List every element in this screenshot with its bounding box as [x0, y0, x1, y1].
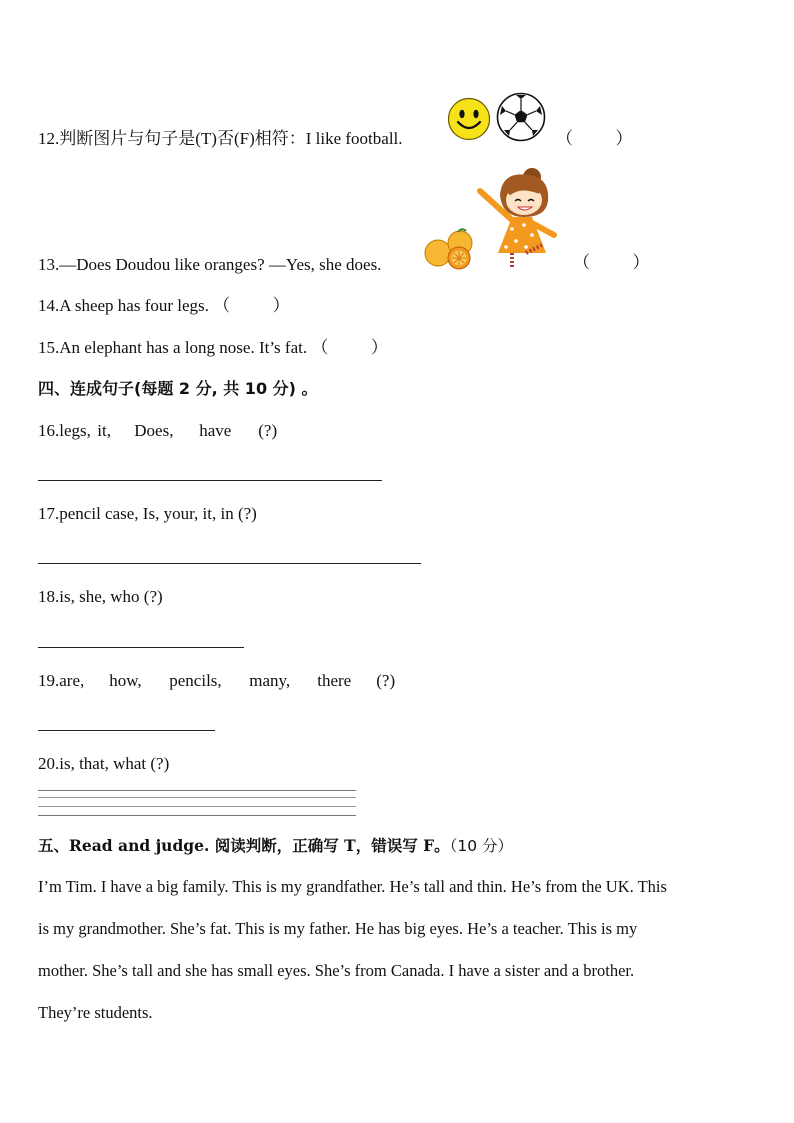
answer-paren-14[interactable]: （ ） [213, 296, 290, 315]
answer-line-16[interactable] [38, 480, 382, 481]
girl-with-oranges-picture [420, 165, 568, 273]
word: Does, [134, 421, 174, 440]
answer-line-19[interactable] [38, 730, 215, 731]
word: many, [249, 671, 291, 690]
question-12 [38, 128, 403, 150]
question-17: 17.pencil case, Is, your, it, in (?) [38, 504, 257, 523]
question-15 [38, 337, 388, 359]
section-5-heading [38, 835, 513, 857]
word: it, [97, 421, 111, 440]
word: pencils, [169, 671, 222, 690]
oranges-illustration [425, 229, 472, 269]
word: legs, [59, 421, 91, 440]
girl-illustration [480, 168, 554, 267]
question-15-text: 15.An elephant has a long nose. It’s fat. [38, 338, 308, 357]
word: (?) [376, 671, 396, 690]
answer-paren-13[interactable]: （ ） [573, 253, 650, 272]
answer-paren-15[interactable]: （ ） [311, 338, 388, 357]
word: are, [59, 671, 85, 690]
question-20: 20.is, that, what (?) [38, 754, 170, 773]
writing-line-2[interactable] [38, 797, 356, 798]
answer-line-18[interactable] [38, 647, 244, 648]
writing-line-4[interactable] [38, 815, 356, 816]
question-14-text: 14.A sheep has four legs. [38, 296, 209, 315]
passage-line: is my grandmother. She’s fat. This is my father. He has big eyes. He’s a teacher. This is my [38, 919, 638, 938]
word: there [317, 671, 352, 690]
question-12-text: 12.判断图片与句子是(T)否(F)相符：I like football. [38, 129, 403, 148]
football-icon [496, 92, 546, 142]
passage-line: I’m Tim. I have a big family. This is my grandfather. He’s tall and thin. He’s from the UK. This [38, 877, 667, 896]
question-19 [38, 670, 395, 692]
passage-line: They’re students. [38, 1003, 153, 1022]
question-18: 18.is, she, who (?) [38, 587, 163, 606]
smiley-face-icon [447, 97, 491, 141]
question-16-number: 16. [38, 421, 60, 440]
answer-line-17[interactable] [38, 563, 421, 564]
answer-paren-12[interactable]: （ ） [556, 129, 633, 148]
section-4-heading: 四、连成句子(每题 2 分, 共 10 分) 。 [38, 379, 318, 398]
word: have [199, 421, 232, 440]
reading-passage [38, 866, 763, 1034]
question-19-number: 19. [38, 671, 60, 690]
writing-line-3[interactable] [38, 806, 356, 807]
question-16 [38, 420, 277, 442]
word: how, [109, 671, 142, 690]
question-13-text: 13.—Does Doudou like oranges? —Yes, she does. [38, 255, 382, 274]
passage-line: mother. She’s tall and she has small eyes. She’s from Canada. I have a sister and a brother. [38, 961, 635, 980]
writing-line-1[interactable] [38, 790, 356, 791]
question-13 [38, 254, 381, 276]
question-14 [38, 295, 290, 317]
section-5-score: （10 分） [449, 837, 514, 855]
section-5-title: 五、Read and judge. 阅读判断，正确写 T，错误写 F。 [38, 836, 450, 855]
word: (?) [258, 421, 278, 440]
